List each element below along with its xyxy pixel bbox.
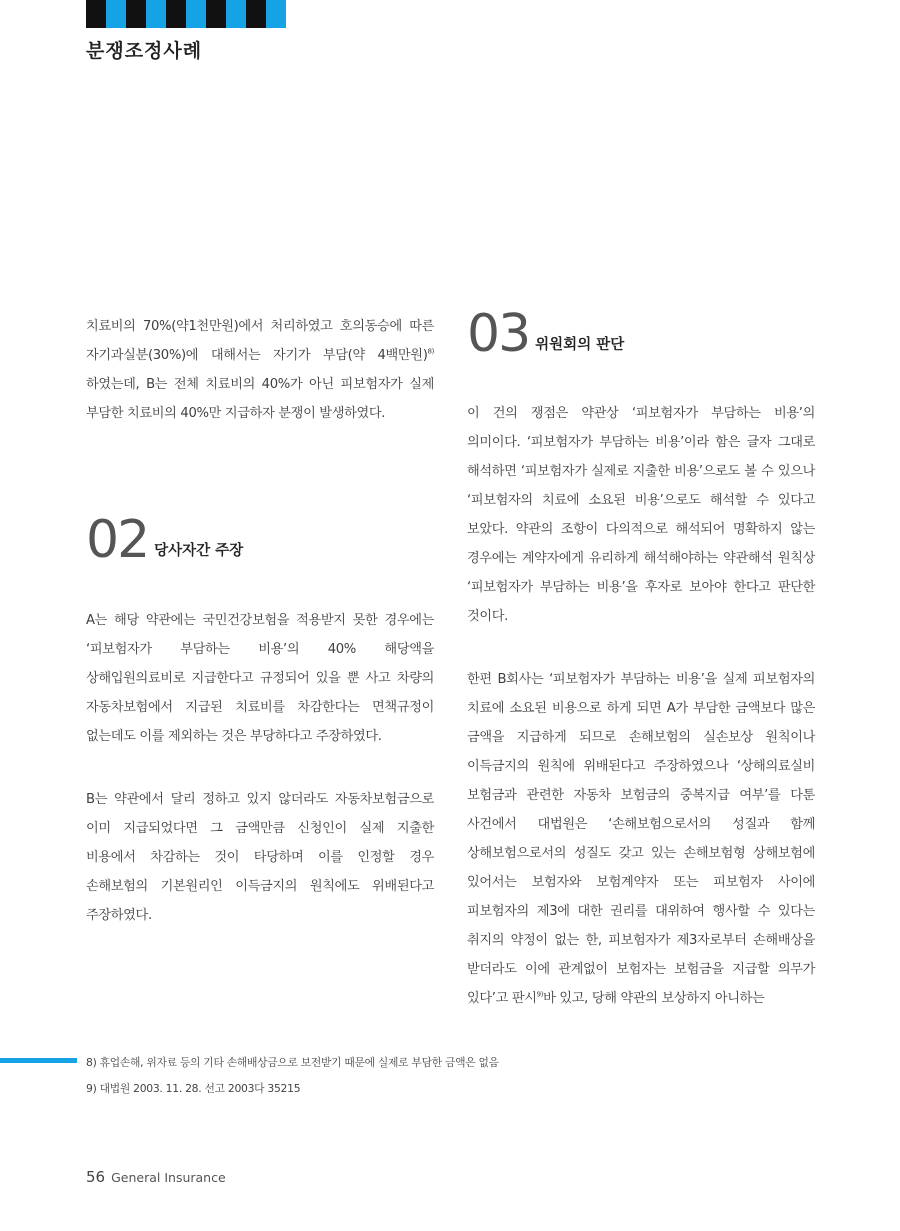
- section-label: 위원회의 판단: [535, 337, 625, 353]
- section-03-heading: [467, 304, 625, 364]
- section-title: 분쟁조정사례: [86, 40, 203, 62]
- page-footer: [86, 1168, 226, 1186]
- footnote-accent-bar: [0, 1058, 77, 1063]
- judgment-b-paragraph: 한편 B회사는 ‘피보험자가 부담하는 비용’을 실제 피보험자의 치료에 소요된 비용으로 하게 되면 A가 부담한 금액보다 많은 금액을 지급하게 되므로 손해보험의 실손보상 원칙이나 이득금지의 원칙에 위배된다고 주장하였으나 ‘상해의료실비 보험금과 관련한 자동차 보험금의 중복지급 여부’를 다툰 사건에서 대법원은 ‘손해보험으로서의 성질과 함께 상해보험으로서의 성질도 갖고 있는 손해보험형 상해보험에 있어서는 보험자와 보험계약자 또는 피보험자 사이에 피보험자의 제3에 대한 권리를 대위하여 행사할 수 있다는 취지의 약정이 없는 한, 피보험자가 제3자로부터 손해배상을 받더라도 이에 관계없이 보험자는 보험금을 지급할 의무가 있다’고 판시$^{9)}$바 있고, 당해 약관의 보상하지 아니하는: [467, 672, 815, 1006]
- claim-a-paragraph: A는 해당 약관에는 국민건강보험을 적용받지 못한 경우에는 ‘피보험자가 부담하는 비용’의 40% 해당액을 상해입원의료비로 지급한다고 규정되어 있을 뿐 사고 차량의 자동차보험에서 지급된 치료비를 차감한다는 면책규정이 없는데도 이를 제외하는 것은 부당하다고 주장하였다.: [86, 613, 434, 744]
- section-label: 당사자간 주장: [154, 543, 244, 559]
- intro-paragraph: 치료비의 70%(약1천만원)에서 처리하였고 호의동승에 따른 자기과실분(30%)에 대해서는 자기가 부담(약 4백만원)$^{8)}$하였는데, B는 전체 치료비의 40%가 아닌 피보험자가 실제 부담한 치료비의 40%만 지급하자 분쟁이 발생하였다.: [86, 319, 434, 421]
- claim-b-block: [86, 785, 434, 930]
- header-color-bar: [86, 0, 286, 28]
- judgment-a-block: [467, 399, 815, 631]
- section-number: 02: [86, 510, 149, 570]
- claim-b-paragraph: B는 약관에서 달리 정하고 있지 않더라도 자동차보험금으로 이미 지급되었다면 그 금액만큼 신청인이 실제 지출한 비용에서 차감하는 것이 타당하며 이를 인정할 경우 손해보험의 기본원리인 이득금지의 원칙에도 위배된다고 주장하였다.: [86, 792, 434, 923]
- section-02-heading: [86, 510, 244, 570]
- footnote-8: 8) 휴업손해, 위자료 등의 기타 손해배상금으로 보전받기 때문에 실제로 부담한 금액은 없음: [86, 1056, 499, 1069]
- page-number: 56: [86, 1168, 106, 1186]
- magazine-name: General Insurance: [111, 1170, 226, 1185]
- section-number: 03: [467, 304, 530, 364]
- footnote-ref-8: 8): [427, 347, 434, 356]
- claim-a-block: [86, 606, 434, 751]
- intro-block: [86, 312, 434, 428]
- footnote-9: 9) 대법원 2003. 11. 28. 선고 2003다 35215: [86, 1082, 301, 1095]
- footnote-ref-9: 9): [536, 990, 544, 999]
- judgment-a-paragraph: 이 건의 쟁점은 약관상 ‘피보험자가 부담하는 비용’의 의미이다. ‘피보험자가 부담하는 비용’이라 함은 글자 그대로 해석하면 ‘피보험자가 실제로 지출한 비용’으로도 볼 수 있으나 ‘피보험자의 치료에 소요된 비용’으로도 해석할 수 있다고 보았다. 약관의 조항이 다의적으로 해석되어 명확하지 않는 경우에는 계약자에게 유리하게 해석해야하는 약관해석 원칙상 ‘피보험자가 부담하는 비용’을 후자로 보아야 한다고 판단한 것이다.: [467, 406, 815, 624]
- judgment-b-block: [467, 665, 815, 1013]
